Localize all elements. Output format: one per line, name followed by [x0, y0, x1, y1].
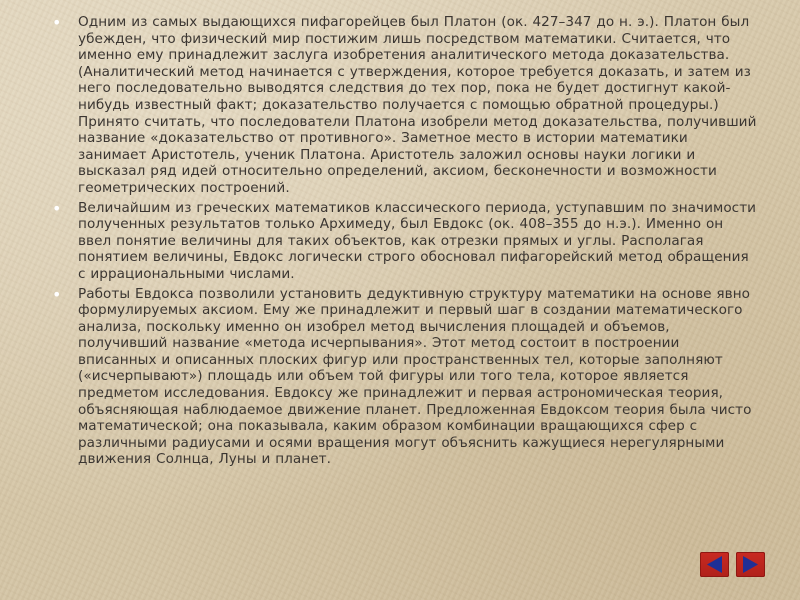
bullet-item: [52, 14, 760, 197]
bullet-item: [52, 286, 760, 469]
bullet-dot-icon: •: [52, 198, 62, 218]
bullet-item: [52, 200, 760, 283]
arrow-left-icon: [700, 552, 729, 577]
bullet-text: Работы Евдокса позволили установить дедуктивную структуру математики на основе явно формулируемых аксиом. Ему же принадлежит и первый шаг в создании математического анализа, поскольку именно он изобрел метод вычисления площадей и объемов, получивший название «метода исчерпывания». Этот метод состоит в построении вписанных и описанных плоских фигур или пространственных тел, которые заполняют («исчерпывают») площадь или объем той фигуры или того тела, которое является предметом исследования. Евдоксу же принадлежит и первая астрономическая теория, объясняющая наблюдаемое движение планет. Предложенная Евдоксом теория была чисто математической; она показывала, каким образом комбинации вращающихся сфер с различными радиусами и осями вращения могут объяснить кажущиеся нерегулярными движения Солнца, Луны и планет.: [78, 285, 752, 468]
arrow-right-icon: [736, 552, 765, 577]
previous-slide-button[interactable]: [700, 552, 729, 577]
bullet-dot-icon: •: [52, 284, 62, 304]
bullet-text: Одним из самых выдающихся пифагорейцев был Платон (ок. 427–347 до н. э.). Платон был убежден, что физический мир постижим лишь посредством математики. Считается, что именно ему принадлежит заслуга изобретения аналитического метода доказательства. (Аналитический метод начинается с утверждения, которое требуется доказать, и затем из него последовательно выводятся следствия до тех пор, пока не будет достигнут какой-нибудь известный факт; доказательство получается с помощью обратной процедуры.) Принято считать, что последователи Платона изобрели метод доказательства, получивший название «доказательство от противного». Заметное место в истории математики занимает Аристотель, ученик Платона. Аристотель заложил основы науки логики и высказал ряд идей относительно определений, аксиом, бесконечности и возможности геометрических построений.: [78, 14, 757, 196]
next-slide-button[interactable]: [736, 552, 765, 577]
bullet-text: Величайшим из греческих математиков классического периода, уступавшим по значимости полученных результатов только Архимеду, был Евдокс (ок. 408–355 до н.э.). Именно он ввел понятие величины для таких объектов, как отрезки прямых и углы. Располагая понятием величины, Евдокс логически строго обосновал пифагорейский метод обращения с иррациональными числами.: [78, 199, 757, 282]
bullet-dot-icon: •: [52, 13, 62, 32]
slide-content: [52, 14, 760, 471]
